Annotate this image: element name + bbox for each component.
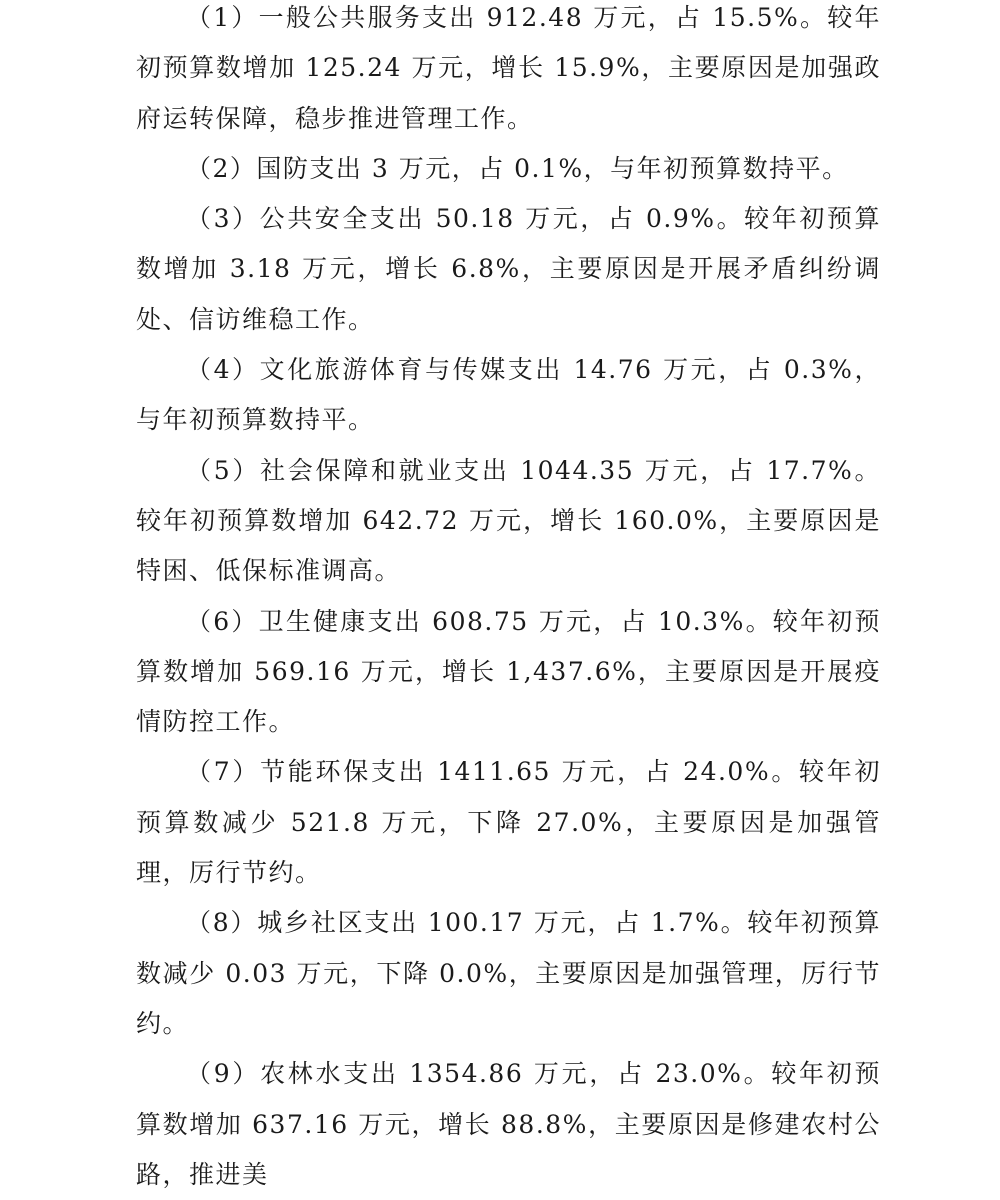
paragraph-social-security-employment: （5）社会保障和就业支出 1044.35 万元，占 17.7%。较年初预算数增加 642.72 万元，增长 160.0%，主要原因是特困、低保标准调高。: [136, 455, 881, 586]
paragraph-agriculture-forestry-water: （9）农林水支出 1354.86 万元，占 23.0%。较年初预算数增加 637.16 万元，增长 88.8%，主要原因是修建农村公路，推进美: [136, 1059, 881, 1189]
paragraph-public-security: （3）公共安全支出 50.18 万元，占 0.9%。较年初预算数增加 3.18 万元，增长 6.8%，主要原因是开展矛盾纠纷调处、信访维稳工作。: [136, 204, 881, 334]
paragraph-health: （6）卫生健康支出 608.75 万元，占 10.3%。较年初预算数增加 569.16 万元，增长 1,437.6%，主要原因是开展疫情防控工作。: [136, 606, 881, 737]
paragraph-culture-tourism-sports-media: （4）文化旅游体育与传媒支出 14.76 万元，占 0.3%，与年初预算数持平。: [136, 355, 881, 435]
paragraph-energy-environment: （7）节能环保支出 1411.65 万元，占 24.0%。较年初预算数减少 521.8 万元，下降 27.0%，主要原因是加强管理，厉行节约。: [136, 757, 881, 888]
paragraph-urban-rural-community: （8）城乡社区支出 100.17 万元，占 1.7%。较年初预算数减少 0.03 万元，下降 0.0%，主要原因是加强管理，厉行节约。: [136, 908, 881, 1038]
paragraph-national-defense: （2）国防支出 3 万元，占 0.1%，与年初预算数持平。: [186, 153, 849, 183]
paragraph-general-public-services: （1）一般公共服务支出 912.48 万元，占 15.5%。较年初预算数增加 125.24 万元，增长 15.9%，主要原因是加强政府运转保障，稳步推进管理工作。: [136, 3, 881, 133]
document-body: [136, 0, 881, 1200]
